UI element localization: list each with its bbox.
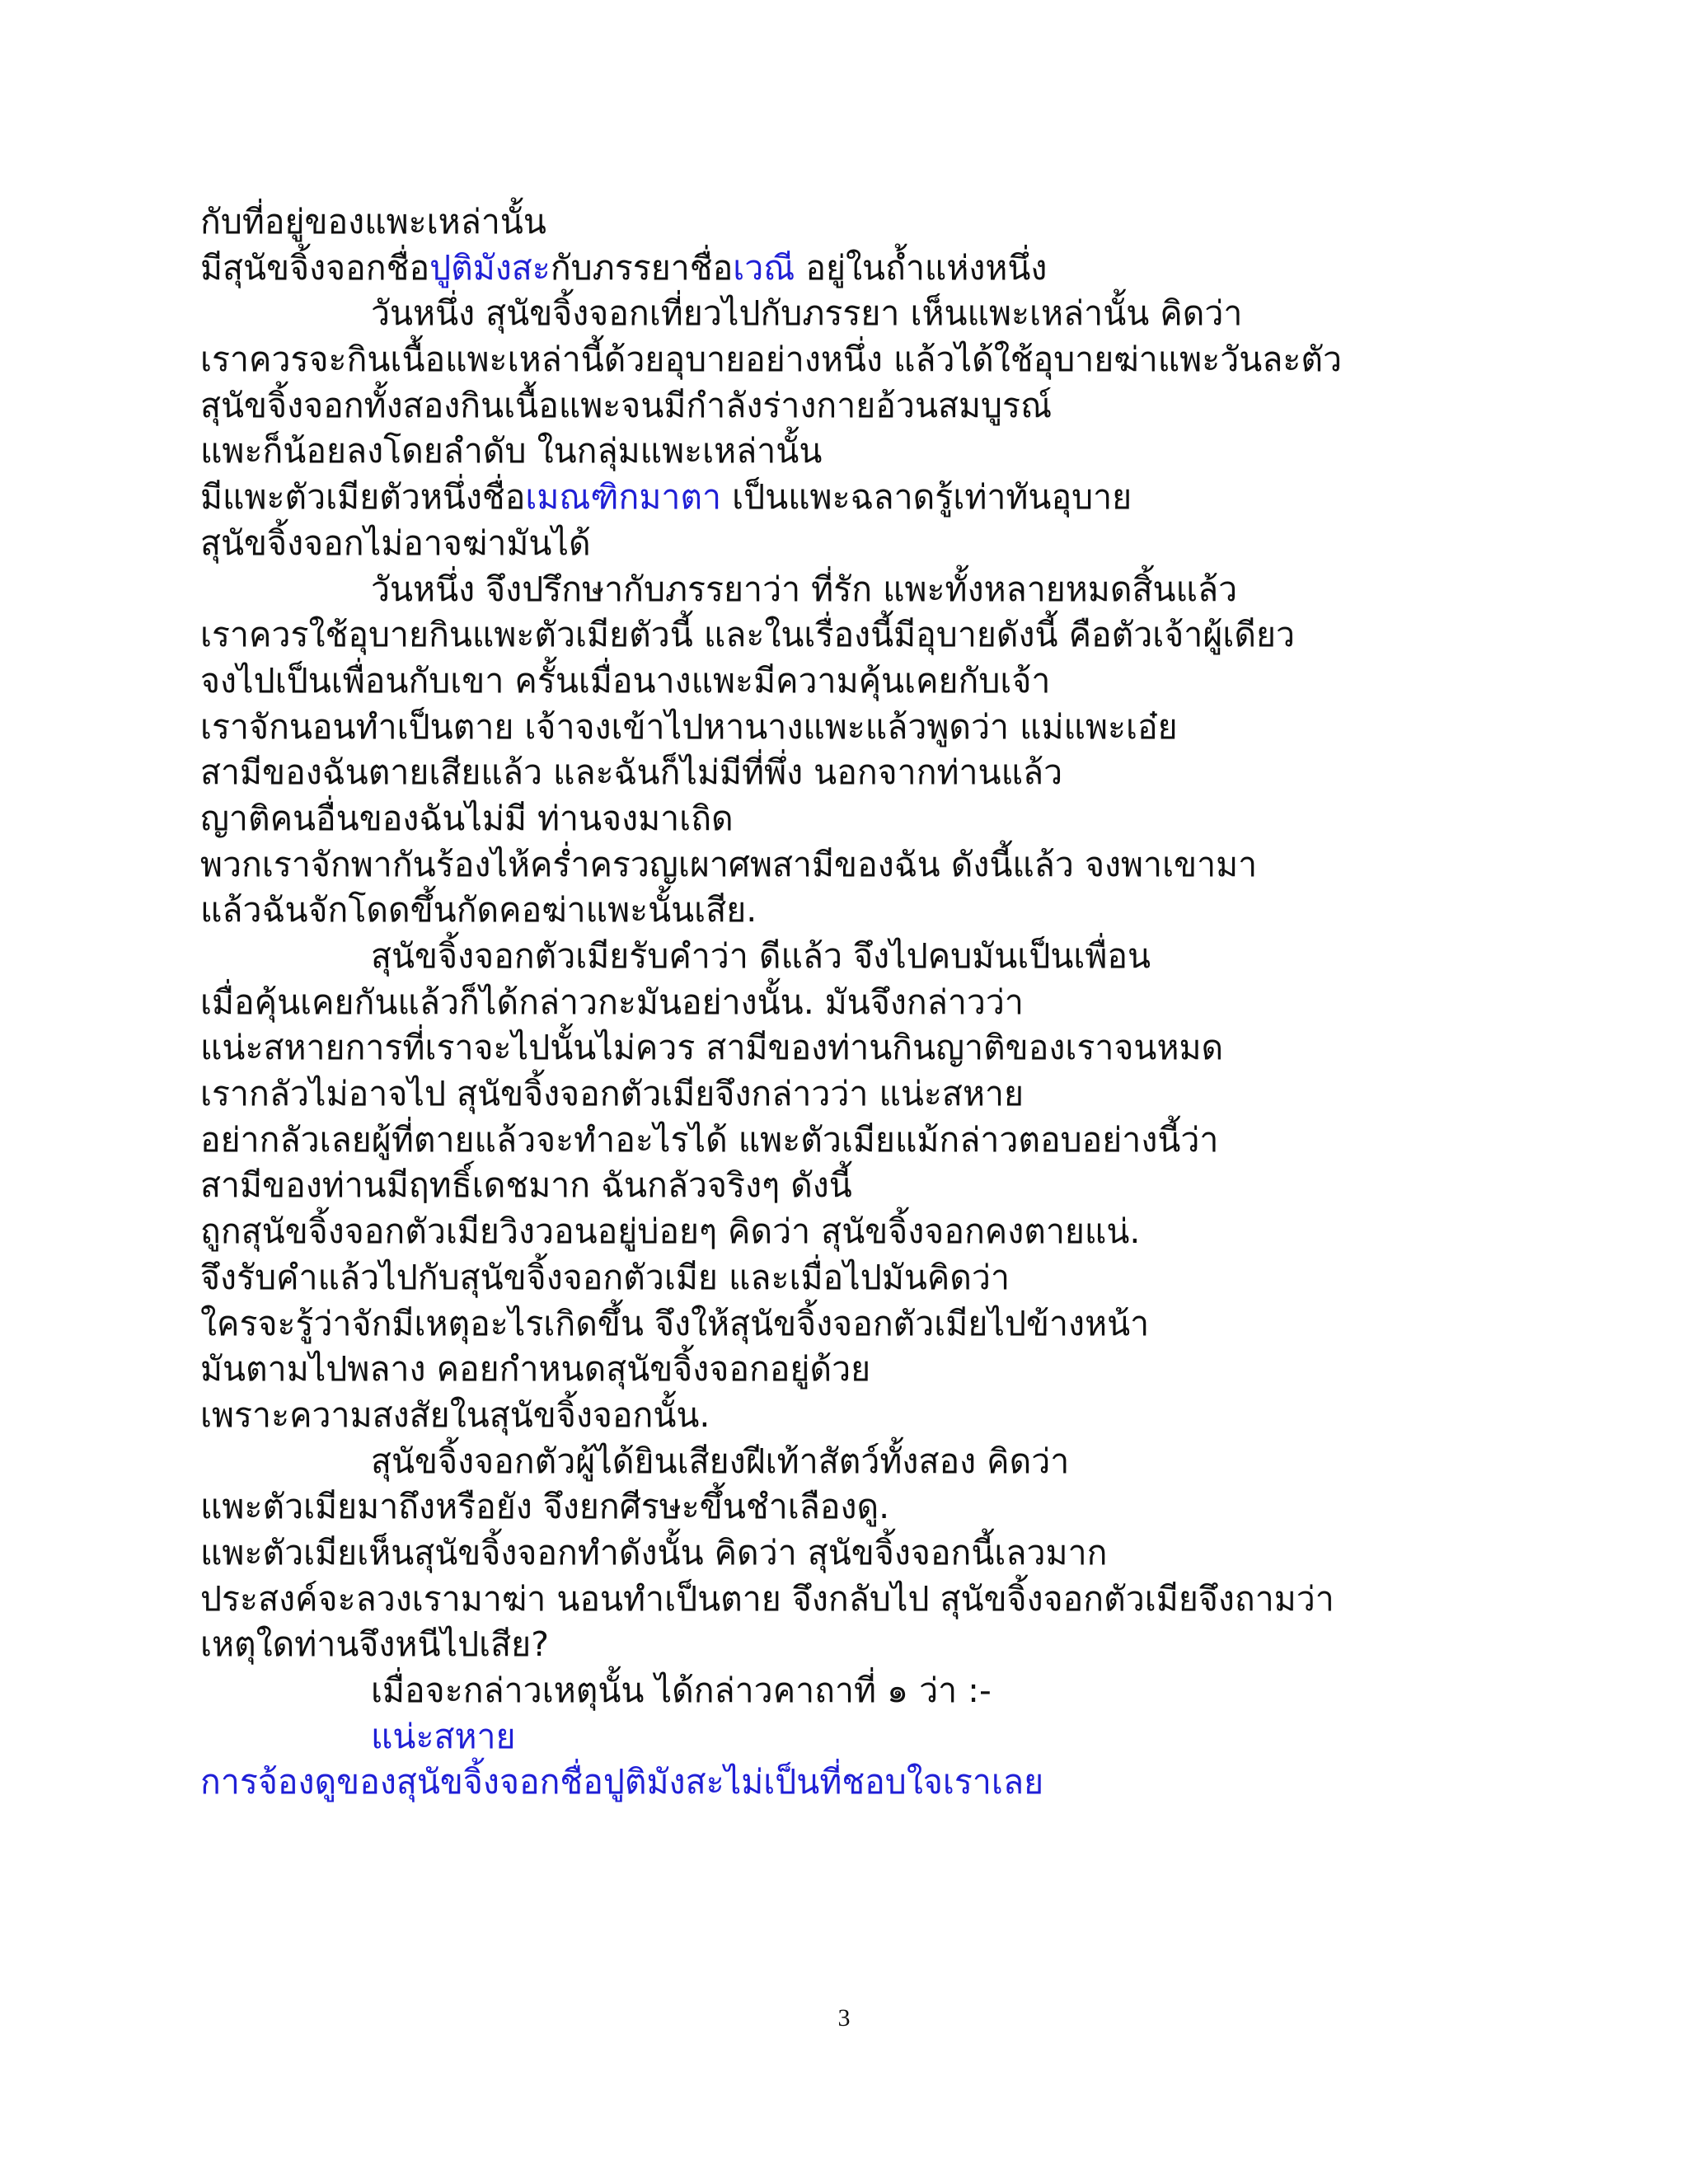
- text-segment: เราควรใช้อุบายกินแพะตัวเมียตัวนี้ และในเรื่องนี้มีอุบายดังนี้ คือตัวเจ้าผู้เดียว: [200, 615, 1296, 655]
- text-segment: เมื่อคุ้นเคยกันแล้วก็ได้กล่าวกะมันอย่างนั้น. มันจึงกล่าวว่า: [200, 982, 1024, 1022]
- text-line: [200, 980, 1560, 1026]
- text-line: [200, 1393, 1560, 1439]
- text-line: [200, 1668, 1560, 1714]
- text-line: [200, 1301, 1560, 1347]
- text-segment: เพราะความสงสัยในสุนัขจิ้งจอกนั้น.: [200, 1394, 710, 1435]
- text-segment: จึงรับคำแล้วไปกับสุนัขจิ้งจอกตัวเมีย และเมื่อไปมันคิดว่า: [200, 1257, 1010, 1297]
- text-segment: สุนัขจิ้งจอกตัวเมียรับคำว่า ดีแล้ว จึงไปคบมันเป็นเพื่อน: [371, 936, 1151, 976]
- text-segment: สุนัขจิ้งจอกไม่อาจฆ่ามันได้: [200, 523, 591, 563]
- text-line: [200, 658, 1560, 705]
- text-segment: พวกเราจักพากันร้องไห้คร่ำครวญเผาศพสามีของฉัน ดังนี้แล้ว จงพาเขามา: [200, 844, 1258, 884]
- text-line: [200, 1760, 1560, 1806]
- highlighted-text: ปูติมังสะ: [429, 247, 551, 288]
- text-segment: อยู่ในถ้ำแห่งหนึ่ง: [795, 247, 1048, 288]
- text-segment: ใครจะรู้ว่าจักมีเหตุอะไรเกิดขึ้น จึงให้สุนัขจิ้งจอกตัวเมียไปข้างหน้า: [200, 1303, 1150, 1343]
- text-segment: แล้วฉันจักโดดขึ้นกัดคอฆ่าแพะนั้นเสีย.: [200, 890, 757, 930]
- text-segment: แพะก็น้อยลงโดยลำดับ ในกลุ่มแพะเหล่านั้น: [200, 431, 823, 471]
- text-segment: สามีของท่านมีฤทธิ์เดชมาก ฉันกลัวจริงๆ ดังนี้: [200, 1165, 852, 1206]
- text-segment: แพะตัวเมียมาถึงหรือยัง จึงยกศีรษะขึ้นชำเลืองดู.: [200, 1487, 890, 1527]
- text-line: [200, 1163, 1560, 1209]
- body-text: [200, 199, 1560, 1806]
- text-segment: แพะตัวเมียเห็นสุนัขจิ้งจอกทำดังนั้น คิดว่า สุนัขจิ้งจอกนี้เลวมาก: [200, 1532, 1108, 1572]
- highlighted-text: การจ้องดูของสุนัขจิ้งจอกชื่อปูติมังสะไม่เป็นที่ชอบใจเราเลย: [200, 1762, 1044, 1802]
- highlighted-text: แน่ะสหาย: [371, 1716, 516, 1756]
- text-segment: จงไปเป็นเพื่อนกับเขา ครั้นเมื่อนางแพะมีความคุ้นเคยกับเจ้า: [200, 660, 1051, 701]
- text-line: [200, 521, 1560, 567]
- text-line: [200, 796, 1560, 842]
- text-line: [200, 750, 1560, 796]
- text-line: [200, 1255, 1560, 1301]
- text-segment: มันตามไปพลาง คอยกำหนดสุนัขจิ้งจอกอยู่ด้วย: [200, 1349, 871, 1390]
- text-line: [200, 1622, 1560, 1668]
- text-line: [200, 429, 1560, 475]
- text-segment: ญาติคนอื่นของฉันไม่มี ท่านจงมาเถิด: [200, 798, 734, 838]
- text-line: [200, 567, 1560, 613]
- text-segment: เราจักนอนทำเป็นตาย เจ้าจงเข้าไปหานางแพะแล้วพูดว่า แม่แพะเอ๋ย: [200, 706, 1178, 747]
- text-line: [200, 1484, 1560, 1530]
- text-segment: สุนัขจิ้งจอกตัวผู้ได้ยินเสียงฝีเท้าสัตว์ทั้งสอง คิดว่า: [371, 1441, 1070, 1481]
- text-segment: เราควรจะกินเนื้อแพะเหล่านี้ด้วยอุบายอย่างหนึ่ง แล้วได้ใช้อุบายฆ่าแพะวันละตัว: [200, 340, 1343, 380]
- text-line: [200, 1025, 1560, 1071]
- text-segment: ถูกสุนัขจิ้งจอกตัวเมียวิงวอนอยู่บ่อยๆ คิดว่า สุนัขจิ้งจอกคงตายแน่.: [200, 1212, 1141, 1252]
- page-number: 3: [837, 2004, 851, 2032]
- text-segment: กับที่อยู่ของแพะเหล่านั้น: [200, 202, 546, 241]
- highlighted-text: เมณฑิกมาตา: [525, 477, 722, 518]
- text-segment: เป็นแพะฉลาดรู้เท่าทันอุบาย: [721, 477, 1132, 518]
- text-segment: เหตุใดท่านจึงหนีไปเสีย?: [200, 1624, 549, 1665]
- text-line: [200, 291, 1560, 337]
- text-line: [200, 934, 1560, 980]
- text-line: [200, 337, 1560, 383]
- text-line: [200, 1118, 1560, 1164]
- highlighted-text: เวณี: [733, 247, 795, 288]
- text-line: [200, 1530, 1560, 1577]
- text-segment: เมื่อจะกล่าวเหตุนั้น ได้กล่าวคาถาที่ ๑ ว่า :-: [371, 1671, 992, 1710]
- text-segment: แน่ะสหายการที่เราจะไปนั้นไม่ควร สามีของท่านกินญาติของเราจนหมด: [200, 1028, 1224, 1068]
- text-segment: มีแพะตัวเมียตัวหนึ่งชื่อ: [200, 477, 526, 518]
- text-line: [200, 1714, 1560, 1760]
- text-line: [200, 1577, 1560, 1623]
- text-segment: เรากลัวไม่อาจไป สุนัขจิ้งจอกตัวเมียจึงกล่าวว่า แน่ะสหาย: [200, 1074, 1025, 1114]
- text-segment: ประสงค์จะลวงเรามาฆ่า นอนทำเป็นตาย จึงกลับไป สุนัขจิ้งจอกตัวเมียจึงถามว่า: [200, 1578, 1334, 1619]
- text-segment: มีสุนัขจิ้งจอกชื่อ: [200, 247, 430, 288]
- text-segment: กับภรรยาชื่อ: [550, 247, 734, 288]
- text-segment: อย่ากลัวเลยผู้ที่ตายแล้วจะทำอะไรได้ แพะตัวเมียแม้กล่าวตอบอย่างนี้ว่า: [200, 1119, 1219, 1160]
- text-line: [200, 383, 1560, 429]
- text-line: [200, 1347, 1560, 1393]
- text-line: [200, 475, 1560, 521]
- text-segment: วันหนึ่ง สุนัขจิ้งจอกเที่ยวไปกับภรรยา เห็นแพะเหล่านั้น คิดว่า: [371, 293, 1243, 334]
- text-line: [200, 246, 1560, 292]
- text-segment: สุนัขจิ้งจอกทั้งสองกินเนื้อแพะจนมีกำลังร่างกายอ้วนสมบูรณ์: [200, 385, 1053, 425]
- text-segment: วันหนึ่ง จึงปรึกษากับภรรยาว่า ที่รัก แพะทั้งหลายหมดสิ้นแล้ว: [371, 569, 1238, 609]
- text-line: [200, 1071, 1560, 1118]
- text-line: [200, 888, 1560, 934]
- text-line: [200, 705, 1560, 751]
- text-line: [200, 1209, 1560, 1255]
- text-line: [200, 842, 1560, 888]
- text-line: [200, 199, 1560, 246]
- text-line: [200, 612, 1560, 658]
- text-line: [200, 1439, 1560, 1485]
- text-segment: สามีของฉันตายเสียแล้ว และฉันก็ไม่มีที่พึ่ง นอกจากท่านแล้ว: [200, 752, 1063, 793]
